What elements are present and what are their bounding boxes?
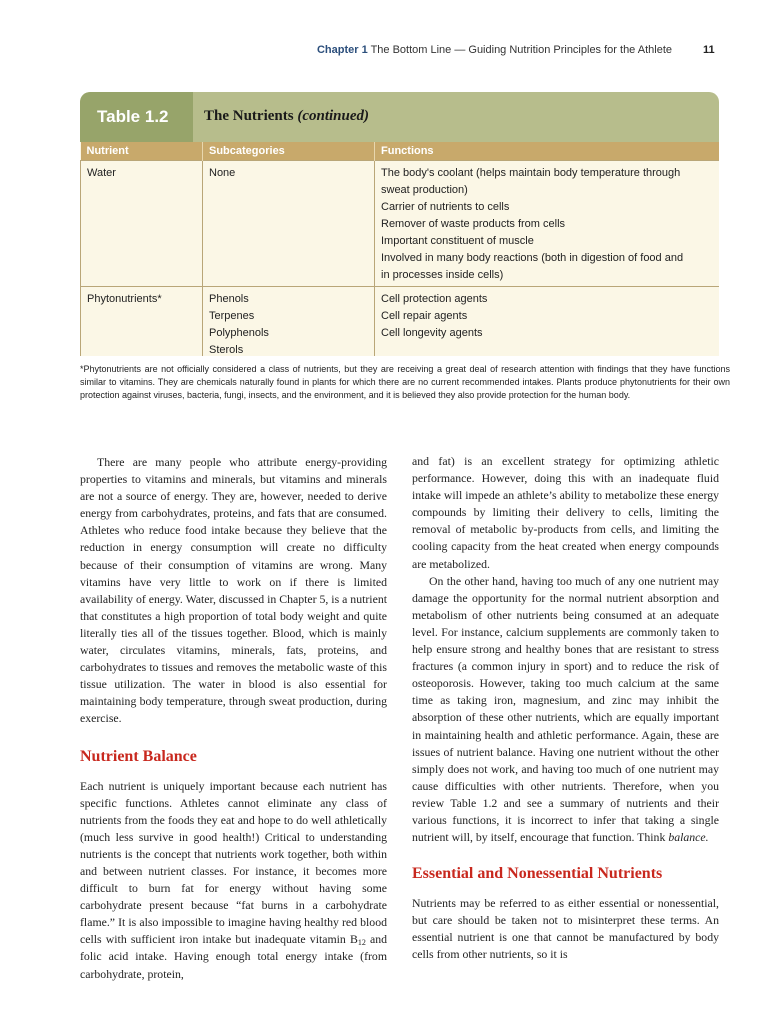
body-paragraph: There are many people who attribute energy-providing properties to vitamins and minerals, but vitamins and minerals are not a source of energy. They are, however, needed to derive energy from carbohydrates, proteins, and fats that are consumed. Athletes who reduce food intake because they believe that the reduction in energy consumption will create no difficulty because of their consumption of vitamins are wrong. Many vitamins have very little to work on if there is limited availability of energy. Water, discussed in Chapter 5, is a nutrient that constitutes a high proportion of total body weight and quite literally ties all of the tissues together. Blood, which is mainly water, circulates vitamins, minerals, fats, proteins, and carbohydrates to tissues and removes the metabolic waste of this tissue utilization. The water in blood is also essential for maintaining body temperature, through sweat production, during exercise. <box>80 455 387 726</box>
table-footnote: *Phytonutrients are not officially considered a class of nutrients, but they are receiving a great deal of research attention with findings that they have functions similar to vitamins. They are chemicals naturally found in plants for which there are no current recommended intakes. Plants produce phytonutrients for their own protection against viruses, bacteria, fungi, insects, and the environment, and it is believed they also provide protection for the human body. <box>80 364 730 401</box>
chapter-title: The Bottom Line — Guiding Nutrition Principles for the Athlete <box>370 44 672 56</box>
page-number: 11 <box>703 44 715 56</box>
chapter-label: Chapter 1 <box>316 44 368 56</box>
table-header-row <box>81 142 720 161</box>
paragraph-text: Each nutrient is uniquely important because each nutrient has specific functions. Athletes cannot eliminate any class of nutrients from the foods they eat and hope to do well athletically (much less survive in good health!) Critical to understanding nutrients is the concept that nutrients work together, both within and between nutrient classes. For instance, it becomes more difficult to burn fat for energy without having some carbohydrate present because “fat burns in a carbohydrate flame.” It is also impossible to imagine having healthy red blood cells with sufficient iron intake but inadequate vitamin B <box>80 778 387 947</box>
subcategory: Polyphenols <box>209 327 269 339</box>
running-head-title <box>317 44 672 56</box>
function-line: Important constituent of muscle <box>381 235 534 247</box>
function-line: Cell protection agents <box>381 293 488 305</box>
nutrients-table <box>80 142 719 356</box>
cell-nutrient: Water <box>81 161 203 287</box>
cell-subcategories <box>203 161 375 287</box>
body-paragraph <box>412 573 719 847</box>
function-line: in processes inside cells) <box>381 269 504 281</box>
cell-subcategories <box>203 287 375 357</box>
function-line: sweat production) <box>381 184 468 196</box>
table-title-text: The Nutrients <box>204 108 294 124</box>
paragraph-text: On the other hand, having too much of any one nutrient may damage the opportunity for the normal nutrient absorption and metabolism of other nutrients being consumed at an adequate level. For instance, calcium supplements are commonly taken to help ensure strong and healthy bones that are resistant to stress fractures (a common injury in sport) and to reduce the risk of osteoporosis. However, taking too much calcium at the same time as taking iron, magnesium, and zinc may inhibit the absorption of these other nutrients, which are equally important in maintaining health and athletic performance. Again, these are issues of nutrient balance. Having one nutrient without the other simply does not work, and having too much of one nutrient may cause difficulties with other nutrients. Therefore, when you review Table 1.2 and see a summary of nutrients and their various functions, it is incorrect to infer that taking a single nutrient will, by itself, encourage that function. Think <box>412 573 719 845</box>
function-line: The body's coolant (helps maintain body temperature through <box>381 167 681 179</box>
cell-functions <box>375 161 720 287</box>
subcategory: None <box>209 167 236 179</box>
subcategory: Terpenes <box>209 310 255 322</box>
emphasis-text: balance. <box>668 830 709 845</box>
subscript: 12 <box>357 938 366 948</box>
cell-functions <box>375 287 720 357</box>
table-title-suffix: (continued) <box>297 108 370 124</box>
function-line: Cell longevity agents <box>381 327 483 339</box>
column-header-functions: Functions <box>375 142 720 161</box>
column-header-subcategories: Subcategories <box>203 142 375 161</box>
column-header-nutrient: Nutrient <box>81 142 203 161</box>
function-line: Carrier of nutrients to cells <box>381 201 510 213</box>
right-column <box>412 453 719 964</box>
body-paragraph: Nutrients may be referred to as either essential or nonessential, but care should be taken not to misinterpret these terms. An essential nutrient is one that cannot be manufactured by body cells from other nutrients, so it is <box>412 896 719 962</box>
subcategory: Phenols <box>209 293 249 305</box>
table-title <box>204 108 369 125</box>
table-number: Table 1.2 <box>97 107 169 126</box>
section-heading-nutrient-balance: Nutrient Balance <box>80 747 197 765</box>
body-paragraph <box>80 778 387 983</box>
paragraph-text: and folic acid intake. Having enough total energy intake (from carbohydrate, protein, <box>80 932 387 981</box>
nutrients-table-box <box>80 92 719 356</box>
subcategory: Sterols <box>209 344 244 356</box>
table-row <box>81 287 720 357</box>
table-row <box>81 161 720 287</box>
left-column <box>80 454 387 983</box>
body-paragraph: and fat) is an excellent strategy for optimizing athletic performance. However, doing this with an inadequate fluid intake will impede an athlete’s ability to metabolize these energy compounds by limiting their delivery to cells, limiting the removal of metabolic by-products from cells, and limiting the cooling capacity from the heat created when energy compounds are metabolized. <box>412 454 719 571</box>
function-line: Cell repair agents <box>381 310 468 322</box>
table-number-tab <box>80 92 193 142</box>
function-line: Involved in many body reactions (both in digestion of food and <box>381 252 684 264</box>
function-line: Remover of waste products from cells <box>381 218 566 230</box>
section-heading-essential-nutrients: Essential and Nonessential Nutrients <box>412 865 663 883</box>
cell-nutrient: Phytonutrients* <box>81 287 203 357</box>
